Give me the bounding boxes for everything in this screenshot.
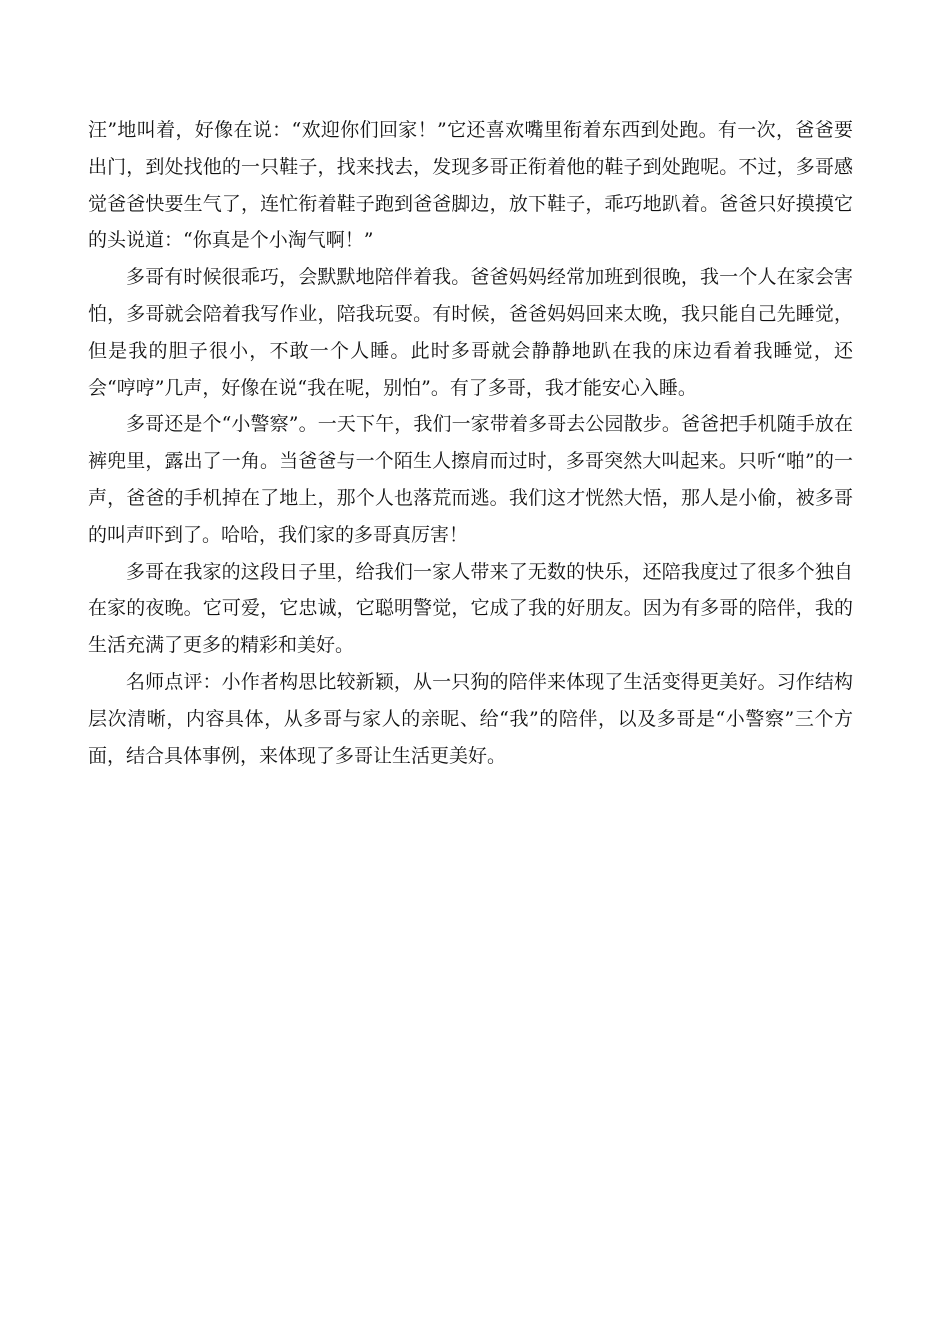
paragraph-companion: 多哥有时候很乖巧，会默默地陪伴着我。爸爸妈妈经常加班到很晚，我一个人在家会害怕，多哥就会陪着我写作业，陪我玩耍。有时候，爸爸妈妈回来太晚，我只能自己先睡觉，但是我的胆子很小，不敢一个人睡。此时多哥就会静静地趴在我的床边看着我睡觉，还会“哼哼”几声，好像在说“我在呢，别怕”。有了多哥，我才能安心入睡。	[88, 266, 853, 399]
paragraph-teacher-comment: 名师点评：小作者构思比较新颖，从一只狗的陪伴来体现了生活变得更美好。习作结构层次清晰，内容具体，从多哥与家人的亲昵、给“我”的陪伴，以及多哥是“小警察”三个方面，结合具体事例，来体现了多哥让生活更美好。	[88, 670, 853, 767]
paragraph-little-police: 多哥还是个“小警察”。一天下午，我们一家带着多哥去公园散步。爸爸把手机随手放在裤兜里，露出了一角。当爸爸与一个陌生人擦肩而过时，多哥突然大叫起来。只听“啪”的一声，爸爸的手机掉在了地上，那个人也落荒而逃。我们这才恍然大悟，那人是小偷，被多哥的叫声吓到了。哈哈，我们家的多哥真厉害！	[88, 413, 853, 546]
paragraph-conclusion: 多哥在我家的这段日子里，给我们一家人带来了无数的快乐，还陪我度过了很多个独自在家的夜晚。它可爱，它忠诚，它聪明警觉，它成了我的好朋友。因为有多哥的陪伴，我的生活充满了更多的精彩和美好。	[88, 560, 853, 657]
essay-body	[88, 112, 853, 774]
paragraph-continuation: 汪”地叫着，好像在说：“欢迎你们回家！”它还喜欢嘴里衔着东西到处跑。有一次，爸爸要出门，到处找他的一只鞋子，找来找去，发现多哥正衔着他的鞋子到处跑呢。不过，多哥感觉爸爸快要生气了，连忙衔着鞋子跑到爸爸脚边，放下鞋子，乖巧地趴着。爸爸只好摸摸它的头说道：“你真是个小淘气啊！”	[88, 119, 853, 252]
